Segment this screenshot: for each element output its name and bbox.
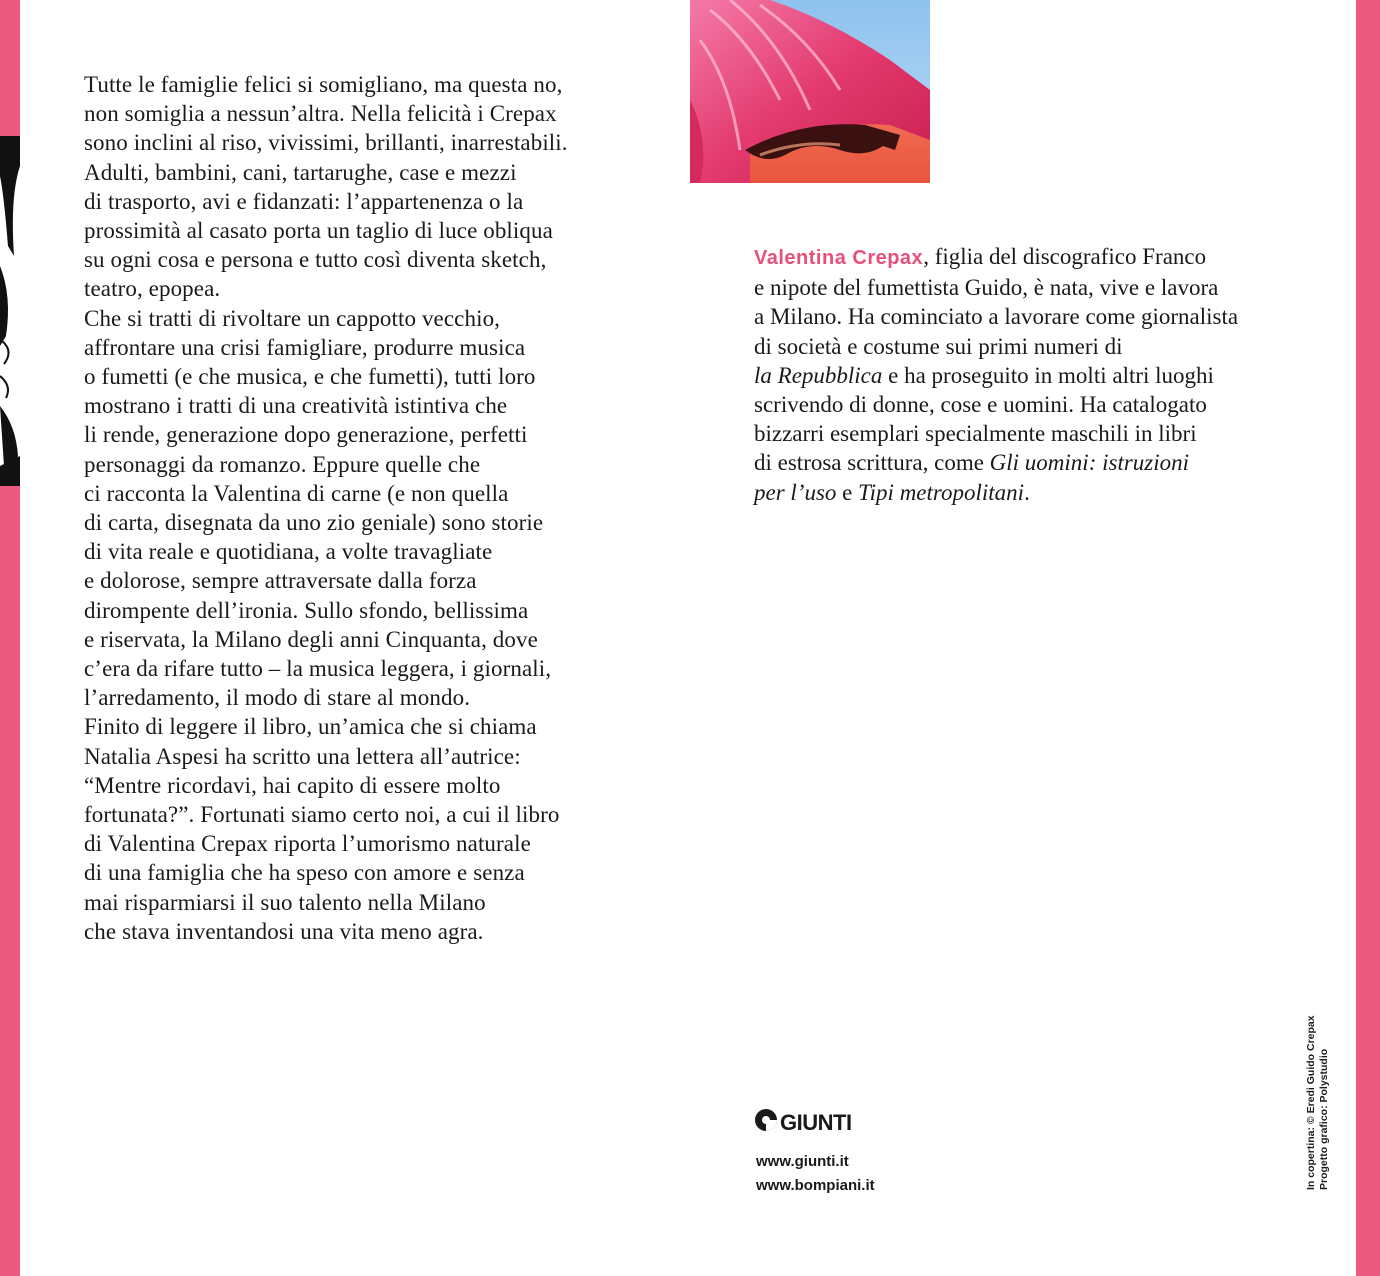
- blurb-line: Che si tratti di rivoltare un cappotto vecchio,: [84, 305, 501, 331]
- author-bio: [754, 242, 1324, 507]
- blurb-line: di vita reale e quotidiana, a volte travagliate: [84, 539, 493, 565]
- bio-line-6: scrivendo di donne, cose e uomini. Ha catalogato: [754, 392, 1207, 418]
- credit-design: Progetto grafico: Polystudio: [1318, 1048, 1330, 1190]
- right-pink-strip: [1356, 0, 1380, 1276]
- blurb-line: prossimità al casato porta un taglio di luce obliqua: [84, 218, 553, 244]
- credit-cover: In copertina: © Eredi Guido Crepax: [1305, 1015, 1317, 1190]
- blurb-line: e dolorose, sempre attraversate dalla forza: [84, 568, 477, 594]
- blurb-line: “Mentre ricordavi, hai capito di essere molto: [84, 772, 501, 798]
- back-cover-blurb: [84, 70, 644, 946]
- blurb-line: mai risparmiarsi il suo talento nella Milano: [84, 889, 486, 915]
- blurb-line: mostrano i tratti di una creatività istintiva che: [84, 393, 508, 419]
- bio-line-5: la Repubblica e ha proseguito in molti altri luoghi: [754, 362, 1214, 388]
- blurb-line: di una famiglia che ha speso con amore e senza: [84, 860, 525, 886]
- blurb-line: non somiglia a nessun’altra. Nella felicità i Crepax: [84, 101, 557, 127]
- bio-line-8: di estrosa scrittura, come Gli uomini: istruzioni: [754, 450, 1190, 476]
- link-bompiani[interactable]: www.bompiani.it: [756, 1177, 875, 1194]
- blurb-line: su ogni cosa e persona e tutto così diventa sketch,: [84, 247, 547, 273]
- bio-line-9: per l’uso e Tipi metropolitani.: [754, 479, 1030, 505]
- cover-credits: [1305, 1015, 1331, 1190]
- blurb-line: Natalia Aspesi ha scritto una lettera all’autrice:: [84, 743, 521, 769]
- blurb-line: fortunata?”. Fortunati siamo certo noi, a cui il libro: [84, 802, 560, 828]
- author-name: Valentina Crepax: [754, 247, 924, 269]
- publisher-links: [756, 1150, 875, 1198]
- publisher-logo: [754, 1108, 852, 1138]
- book-title-1-cont: per l’uso: [754, 479, 837, 505]
- blurb-line: affrontare una crisi famigliare, produrre musica: [84, 334, 526, 360]
- bio-line-3: a Milano. Ha cominciato a lavorare come giornalista: [754, 304, 1239, 330]
- blurb-line: Tutte le famiglie felici si somigliano, ma questa no,: [84, 72, 563, 97]
- blurb-line: Adulti, bambini, cani, tartarughe, case e mezzi: [84, 159, 517, 185]
- blurb-line: Finito di leggere il libro, un’amica che si chiama: [84, 714, 537, 740]
- book-title-1: Gli uomini: istruzioni: [989, 450, 1190, 476]
- bio-line-2: e nipote del fumettista Guido, è nata, vive e lavora: [754, 275, 1219, 301]
- blurb-line: dirompente dell’ironia. Sullo sfondo, bellissima: [84, 597, 529, 623]
- blurb-line: li rende, generazione dopo generazione, perfetti: [84, 422, 528, 448]
- blurb-line: di Valentina Crepax riporta l’umorismo naturale: [84, 831, 531, 857]
- blurb-line: che stava inventandosi una vita meno agra.: [84, 918, 484, 944]
- publisher-name: GIUNTI: [780, 1110, 852, 1135]
- blurb-line: ci racconta la Valentina di carne (e non quella: [84, 480, 509, 506]
- blurb-line: personaggi da romanzo. Eppure quelle che: [84, 451, 481, 477]
- blurb-line: e riservata, la Milano degli anni Cinquanta, dove: [84, 626, 538, 652]
- author-photo: [690, 0, 930, 183]
- bio-line-4: di società e costume sui primi numeri di: [754, 333, 1123, 359]
- left-pink-strip-bottom: [0, 486, 20, 1276]
- blurb-line: o fumetti (e che musica, e che fumetti), tutti loro: [84, 364, 536, 390]
- cover-illustration-edge: [0, 136, 20, 486]
- left-pink-strip-top: [0, 0, 20, 136]
- newspaper-title: la Repubblica: [754, 362, 883, 388]
- bio-line-1: Valentina Crepax, figlia del discografico Franco: [754, 244, 1207, 269]
- blurb-line: sono inclini al riso, vivissimi, brillanti, inarrestabili.: [84, 130, 568, 156]
- bio-line-7: bizzarri esemplari specialmente maschili in libri: [754, 421, 1197, 447]
- blurb-line: teatro, epopea.: [84, 276, 221, 302]
- blurb-line: c’era da rifare tutto – la musica leggera, i giornali,: [84, 656, 552, 682]
- book-title-2: Tipi metropolitani: [858, 479, 1025, 505]
- giunti-g-logo-icon: [754, 1108, 778, 1138]
- blurb-line: l’arredamento, il modo di stare al mondo.: [84, 685, 471, 711]
- blurb-line: di carta, disegnata da uno zio geniale) sono storie: [84, 510, 544, 536]
- link-giunti[interactable]: www.giunti.it: [756, 1153, 849, 1170]
- blurb-line: di trasporto, avi e fidanzati: l’appartenenza o la: [84, 188, 524, 214]
